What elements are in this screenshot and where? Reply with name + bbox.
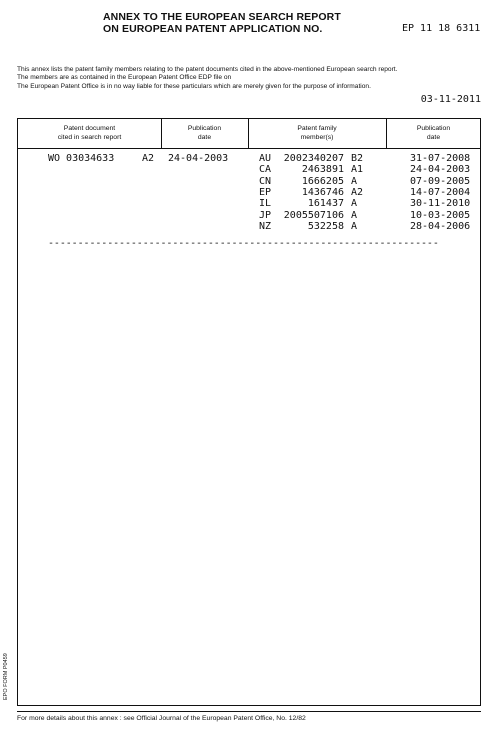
family-kind: A [351,220,358,232]
family-country: CA [259,164,272,176]
family-member-row [18,210,480,221]
end-separator: ------------------------------------------------------------------ [48,238,439,249]
family-country: NZ [259,220,272,232]
cited-kind: A2 [142,153,155,164]
notice-line-3: The European Patent Office is in no way liable for these particulars which are merely given for the purpose of information. [17,82,371,90]
family-kind: A [351,198,358,210]
header-patent-document-line1: Patent document [63,125,116,132]
header-patent-family [248,125,386,142]
application-number: EP 11 18 6311 [402,23,481,34]
family-country: IL [259,198,272,210]
family-member-row [18,153,480,164]
patent-family-table [17,118,481,706]
family-kind: B2 [351,153,364,164]
header-patent-document [18,125,161,142]
annex-notice [17,66,397,91]
title-line-1: ANNEX TO THE EUROPEAN SEARCH REPORT [103,11,341,23]
family-publication-date: 24-04-2003 [410,164,471,176]
title-line-2: ON EUROPEAN PATENT APPLICATION NO. [103,23,323,35]
family-number: 2463891 [301,164,344,176]
header-rule [18,148,480,149]
family-publication-date: 07-09-2005 [410,175,471,187]
family-member-row [18,221,480,232]
family-country: JP [259,209,272,221]
report-date: 03-11-2011 [420,94,481,105]
family-publication-date: 30-11-2010 [410,198,471,210]
family-member-row [18,176,480,187]
header-publication-date [161,125,248,142]
cited-publication-date: 24-04-2003 [168,153,229,164]
family-number: 1436746 [301,186,344,198]
notice-line-1: This annex lists the patent family members relating to the patent documents cited in the above-mentioned European search report. [17,66,398,73]
family-member-row [18,164,480,175]
family-publication-date: 28-04-2006 [410,220,471,232]
family-number: 161437 [307,198,344,210]
family-publication-date: 10-03-2005 [410,209,471,221]
family-publication-date: 31-07-2008 [410,153,471,164]
family-number: 2002340207 [283,153,344,164]
family-kind: A [351,175,358,187]
notice-line-2: The members are as contained in the European Patent Office EDP file on [17,74,232,82]
family-member-row [18,187,480,198]
cited-document: WO 03034633 [48,153,115,164]
family-publication-date: 14-07-2004 [410,186,471,198]
family-country: AU [259,153,272,164]
family-country: EP [259,186,272,198]
footer-rule [17,711,481,712]
family-member-row [18,198,480,209]
header-family-publication-date-line1: Publication [416,125,451,132]
family-number: 532258 [307,220,344,232]
header-publication-date-line2: date [197,133,212,141]
header-patent-family-line2: member(s) [300,133,334,141]
family-kind: A2 [351,186,364,198]
header-family-publication-date [386,125,481,142]
header-patent-document-line2: cited in search report [57,133,122,141]
family-number: 2005507106 [283,209,344,221]
header-patent-family-line1: Patent family [297,125,337,132]
form-code: EPO FORM P0459 [3,653,9,700]
family-kind: A [351,209,358,221]
footer-note: For more details about this annex : see Official Journal of the European Patent Office, No. 12/82 [17,715,306,722]
header-publication-date-line1: Publication [187,125,222,132]
family-kind: A1 [351,164,364,176]
family-number: 1666205 [301,175,344,187]
header-family-publication-date-line2: date [426,133,441,141]
family-country: CN [259,175,272,187]
